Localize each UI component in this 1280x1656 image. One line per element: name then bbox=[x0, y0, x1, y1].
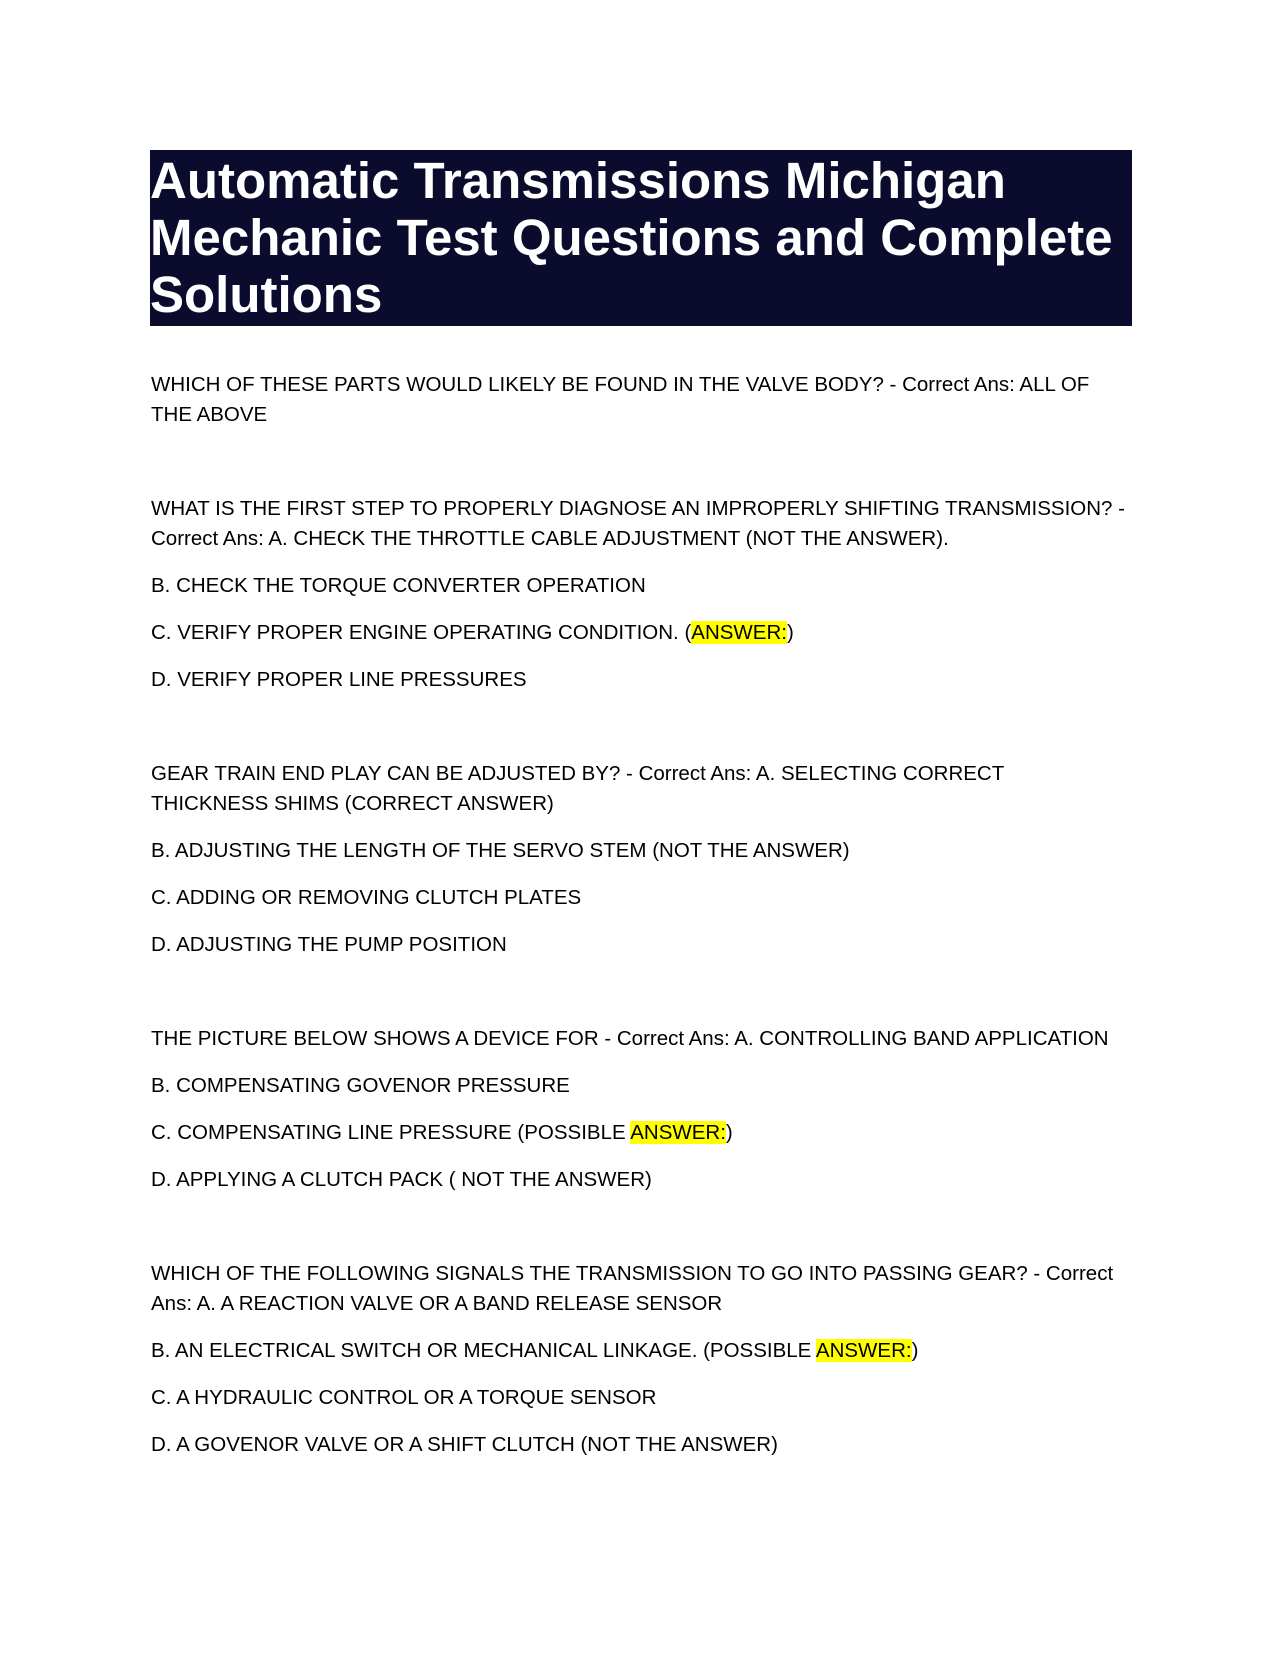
question-2-option-b: B. CHECK THE TORQUE CONVERTER OPERATION bbox=[151, 574, 646, 597]
question-1: WHICH OF THESE PARTS WOULD LIKELY BE FOUND IN THE VALVE BODY? - Correct Ans: ALL OF THE ABOVE bbox=[151, 373, 1090, 426]
document-title bbox=[150, 150, 1132, 326]
option-text: B. AN ELECTRICAL SWITCH OR MECHANICAL LINKAGE. (POSSIBLE bbox=[151, 1339, 816, 1362]
question-3-option-c: C. ADDING OR REMOVING CLUTCH PLATES bbox=[151, 886, 582, 909]
title-text: Automatic Transmissions Michigan Mechanic Test Questions and Complete Solutions bbox=[150, 152, 1113, 323]
answer-highlight: ANSWER: bbox=[630, 1121, 726, 1144]
question-4-option-c bbox=[151, 1118, 1126, 1148]
question-5-option-d: D. A GOVENOR VALVE OR A SHIFT CLUTCH (NOT THE ANSWER) bbox=[151, 1433, 778, 1456]
question-5: WHICH OF THE FOLLOWING SIGNALS THE TRANSMISSION TO GO INTO PASSING GEAR? - Correct Ans: A. A REACTION VALVE OR A BAND RELEASE SENSOR bbox=[151, 1262, 1114, 1315]
question-4-option-b: B. COMPENSATING GOVENOR PRESSURE bbox=[151, 1074, 570, 1097]
option-text: C. VERIFY PROPER ENGINE OPERATING CONDITION. ( bbox=[151, 621, 692, 644]
answer-highlight: ANSWER: bbox=[815, 1339, 912, 1362]
answer-highlight: ANSWER: bbox=[691, 621, 787, 644]
question-3: GEAR TRAIN END PLAY CAN BE ADJUSTED BY? - Correct Ans: A. SELECTING CORRECT THICKNESS SHIMS (CORRECT ANSWER) bbox=[151, 762, 1004, 815]
question-4-option-d: D. APPLYING A CLUTCH PACK ( NOT THE ANSWER) bbox=[151, 1168, 652, 1191]
question-5-option-b bbox=[151, 1336, 1126, 1366]
question-4: THE PICTURE BELOW SHOWS A DEVICE FOR - Correct Ans: A. CONTROLLING BAND APPLICATION bbox=[151, 1027, 1109, 1050]
question-5-option-c: C. A HYDRAULIC CONTROL OR A TORQUE SENSOR bbox=[151, 1386, 657, 1409]
question-3-option-b: B. ADJUSTING THE LENGTH OF THE SERVO STEM (NOT THE ANSWER) bbox=[151, 839, 850, 862]
option-text: C. COMPENSATING LINE PRESSURE (POSSIBLE bbox=[151, 1121, 631, 1144]
question-3-option-d: D. ADJUSTING THE PUMP POSITION bbox=[151, 933, 507, 956]
option-text-end: ) bbox=[911, 1339, 919, 1362]
option-text-end: ) bbox=[725, 1121, 733, 1144]
question-2-option-d: D. VERIFY PROPER LINE PRESSURES bbox=[151, 668, 527, 691]
question-2-option-c bbox=[151, 618, 1126, 648]
question-2: WHAT IS THE FIRST STEP TO PROPERLY DIAGNOSE AN IMPROPERLY SHIFTING TRANSMISSION? - Correct Ans: A. CHECK THE THROTTLE CABLE ADJUSTMENT (NOT THE ANSWER). bbox=[151, 497, 1125, 550]
option-text-end: ) bbox=[786, 621, 794, 644]
